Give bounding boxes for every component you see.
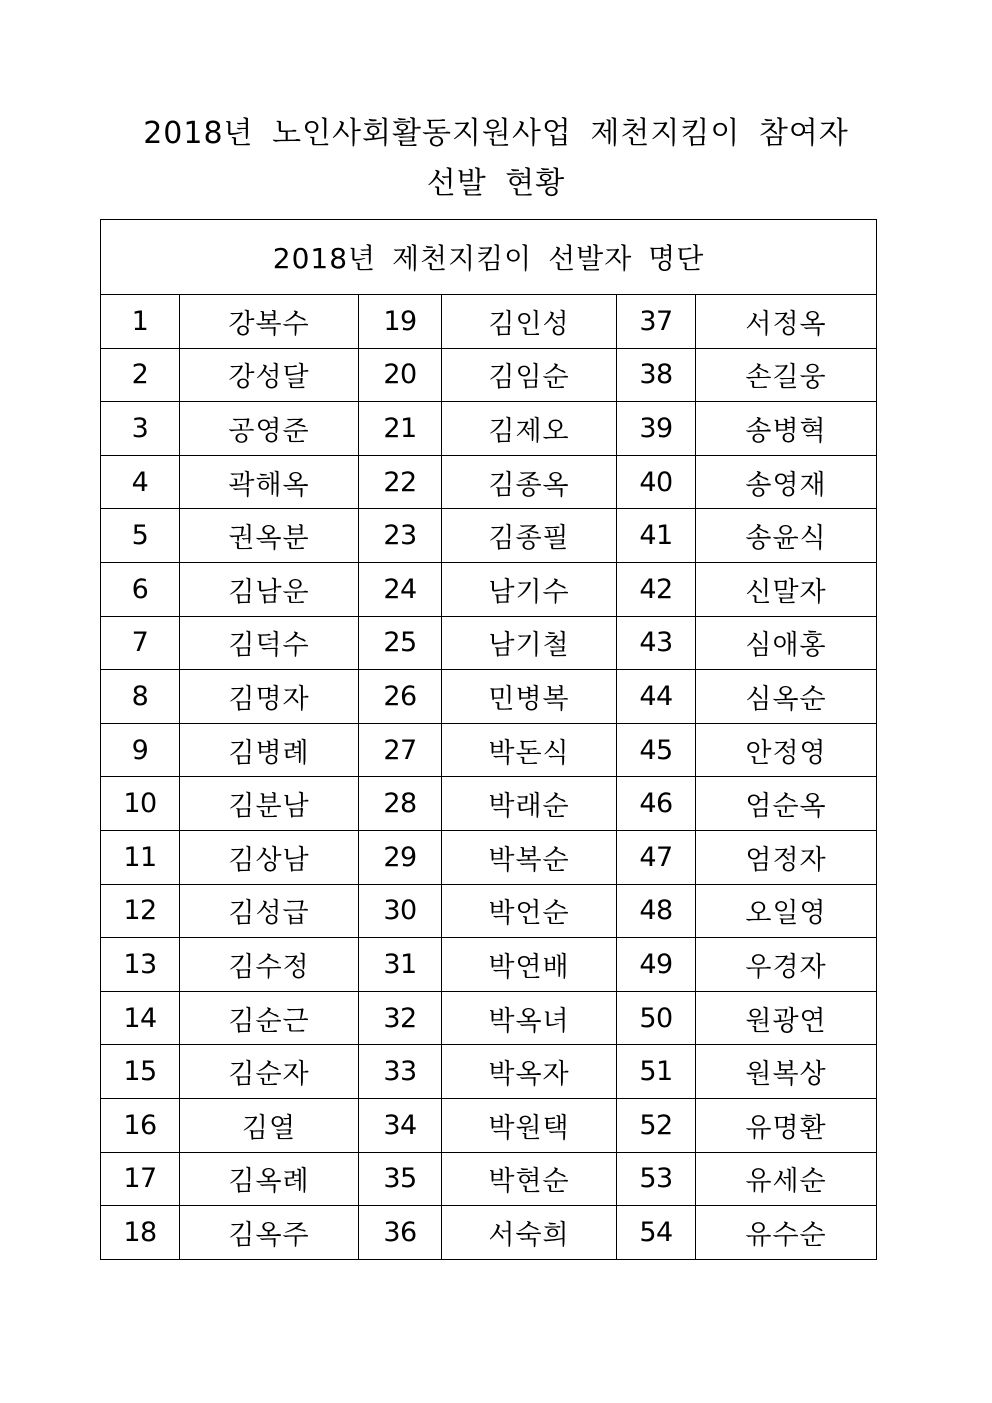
entry-name: 유수순 xyxy=(696,1206,877,1260)
entry-number: 39 xyxy=(617,402,696,456)
entry-number: 16 xyxy=(101,1098,180,1152)
table-row xyxy=(101,830,877,884)
entry-name: 김옥주 xyxy=(180,1206,359,1260)
entry-name: 김순자 xyxy=(180,1045,359,1099)
table-row xyxy=(101,509,877,563)
entry-name: 강성달 xyxy=(180,348,359,402)
entry-name: 박래순 xyxy=(442,777,617,831)
entry-number: 14 xyxy=(101,991,180,1045)
table-row xyxy=(101,616,877,670)
entry-number: 12 xyxy=(101,884,180,938)
entry-number: 4 xyxy=(101,455,180,509)
entry-number: 6 xyxy=(101,562,180,616)
entry-number: 27 xyxy=(359,723,442,777)
entry-number: 22 xyxy=(359,455,442,509)
entry-name: 손길웅 xyxy=(696,348,877,402)
entry-number: 54 xyxy=(617,1206,696,1260)
table-caption: 2018년 제천지킴이 선발자 명단 xyxy=(101,220,877,295)
entry-name: 서정옥 xyxy=(696,295,877,349)
entry-number: 29 xyxy=(359,830,442,884)
entry-name: 서숙희 xyxy=(442,1206,617,1260)
entry-name: 오일영 xyxy=(696,884,877,938)
table-row xyxy=(101,991,877,1045)
entry-number: 17 xyxy=(101,1152,180,1206)
entry-name: 유명환 xyxy=(696,1098,877,1152)
entry-number: 33 xyxy=(359,1045,442,1099)
entry-number: 43 xyxy=(617,616,696,670)
entry-name: 박옥자 xyxy=(442,1045,617,1099)
entry-number: 21 xyxy=(359,402,442,456)
entry-number: 37 xyxy=(617,295,696,349)
entry-name: 김명자 xyxy=(180,670,359,724)
table-row xyxy=(101,670,877,724)
document-title: 2018년 노인사회활동지원사업 제천지킴이 참여자 xyxy=(143,116,849,151)
table-row xyxy=(101,777,877,831)
entry-number: 30 xyxy=(359,884,442,938)
entry-number: 51 xyxy=(617,1045,696,1099)
entry-name: 박연배 xyxy=(442,938,617,992)
entry-number: 49 xyxy=(617,938,696,992)
roster-table xyxy=(100,219,877,1260)
table-row xyxy=(101,402,877,456)
entry-number: 25 xyxy=(359,616,442,670)
entry-number: 50 xyxy=(617,991,696,1045)
entry-name: 김병례 xyxy=(180,723,359,777)
entry-name: 김덕수 xyxy=(180,616,359,670)
entry-number: 52 xyxy=(617,1098,696,1152)
entry-number: 8 xyxy=(101,670,180,724)
entry-number: 3 xyxy=(101,402,180,456)
entry-name: 김분남 xyxy=(180,777,359,831)
entry-number: 5 xyxy=(101,509,180,563)
entry-name: 송영재 xyxy=(696,455,877,509)
entry-name: 신말자 xyxy=(696,562,877,616)
table-row xyxy=(101,1098,877,1152)
entry-name: 김열 xyxy=(180,1098,359,1152)
entry-number: 44 xyxy=(617,670,696,724)
table-caption-row xyxy=(101,220,877,295)
entry-number: 31 xyxy=(359,938,442,992)
entry-name: 송병혁 xyxy=(696,402,877,456)
roster-body xyxy=(101,295,877,1260)
entry-number: 42 xyxy=(617,562,696,616)
entry-name: 강복수 xyxy=(180,295,359,349)
entry-name: 박옥녀 xyxy=(442,991,617,1045)
entry-number: 10 xyxy=(101,777,180,831)
entry-name: 김순근 xyxy=(180,991,359,1045)
entry-number: 28 xyxy=(359,777,442,831)
entry-number: 13 xyxy=(101,938,180,992)
entry-number: 41 xyxy=(617,509,696,563)
entry-name: 김임순 xyxy=(442,348,617,402)
entry-name: 박원택 xyxy=(442,1098,617,1152)
table-row xyxy=(101,1206,877,1260)
entry-name: 심애홍 xyxy=(696,616,877,670)
entry-name: 공영준 xyxy=(180,402,359,456)
entry-name: 김남운 xyxy=(180,562,359,616)
entry-name: 박돈식 xyxy=(442,723,617,777)
entry-number: 20 xyxy=(359,348,442,402)
entry-name: 남기철 xyxy=(442,616,617,670)
table-row xyxy=(101,938,877,992)
entry-name: 김종필 xyxy=(442,509,617,563)
entry-name: 박언순 xyxy=(442,884,617,938)
entry-number: 32 xyxy=(359,991,442,1045)
entry-number: 18 xyxy=(101,1206,180,1260)
table-row xyxy=(101,1152,877,1206)
entry-number: 1 xyxy=(101,295,180,349)
entry-number: 19 xyxy=(359,295,442,349)
table-row xyxy=(101,348,877,402)
table-row xyxy=(101,884,877,938)
entry-name: 엄순옥 xyxy=(696,777,877,831)
entry-name: 안정영 xyxy=(696,723,877,777)
entry-number: 46 xyxy=(617,777,696,831)
entry-number: 35 xyxy=(359,1152,442,1206)
entry-name: 송윤식 xyxy=(696,509,877,563)
table-row xyxy=(101,723,877,777)
entry-number: 38 xyxy=(617,348,696,402)
document-subtitle: 선발 현황 xyxy=(426,166,566,201)
entry-number: 53 xyxy=(617,1152,696,1206)
entry-number: 11 xyxy=(101,830,180,884)
entry-name: 박복순 xyxy=(442,830,617,884)
entry-name: 곽해옥 xyxy=(180,455,359,509)
entry-number: 36 xyxy=(359,1206,442,1260)
entry-name: 남기수 xyxy=(442,562,617,616)
entry-name: 김수정 xyxy=(180,938,359,992)
entry-name: 김옥례 xyxy=(180,1152,359,1206)
entry-number: 24 xyxy=(359,562,442,616)
entry-number: 40 xyxy=(617,455,696,509)
entry-name: 권옥분 xyxy=(180,509,359,563)
entry-number: 2 xyxy=(101,348,180,402)
entry-name: 김성급 xyxy=(180,884,359,938)
entry-number: 23 xyxy=(359,509,442,563)
entry-number: 34 xyxy=(359,1098,442,1152)
entry-name: 박현순 xyxy=(442,1152,617,1206)
entry-name: 원광연 xyxy=(696,991,877,1045)
entry-name: 김인성 xyxy=(442,295,617,349)
entry-number: 9 xyxy=(101,723,180,777)
table-row xyxy=(101,1045,877,1099)
entry-number: 15 xyxy=(101,1045,180,1099)
entry-name: 김제오 xyxy=(442,402,617,456)
entry-number: 48 xyxy=(617,884,696,938)
entry-number: 26 xyxy=(359,670,442,724)
entry-name: 김상남 xyxy=(180,830,359,884)
entry-number: 47 xyxy=(617,830,696,884)
entry-name: 심옥순 xyxy=(696,670,877,724)
entry-name: 김종옥 xyxy=(442,455,617,509)
table-row xyxy=(101,455,877,509)
entry-number: 7 xyxy=(101,616,180,670)
entry-name: 엄정자 xyxy=(696,830,877,884)
entry-name: 원복상 xyxy=(696,1045,877,1099)
table-row xyxy=(101,295,877,349)
table-row xyxy=(101,562,877,616)
entry-name: 민병복 xyxy=(442,670,617,724)
entry-number: 45 xyxy=(617,723,696,777)
entry-name: 우경자 xyxy=(696,938,877,992)
entry-name: 유세순 xyxy=(696,1152,877,1206)
